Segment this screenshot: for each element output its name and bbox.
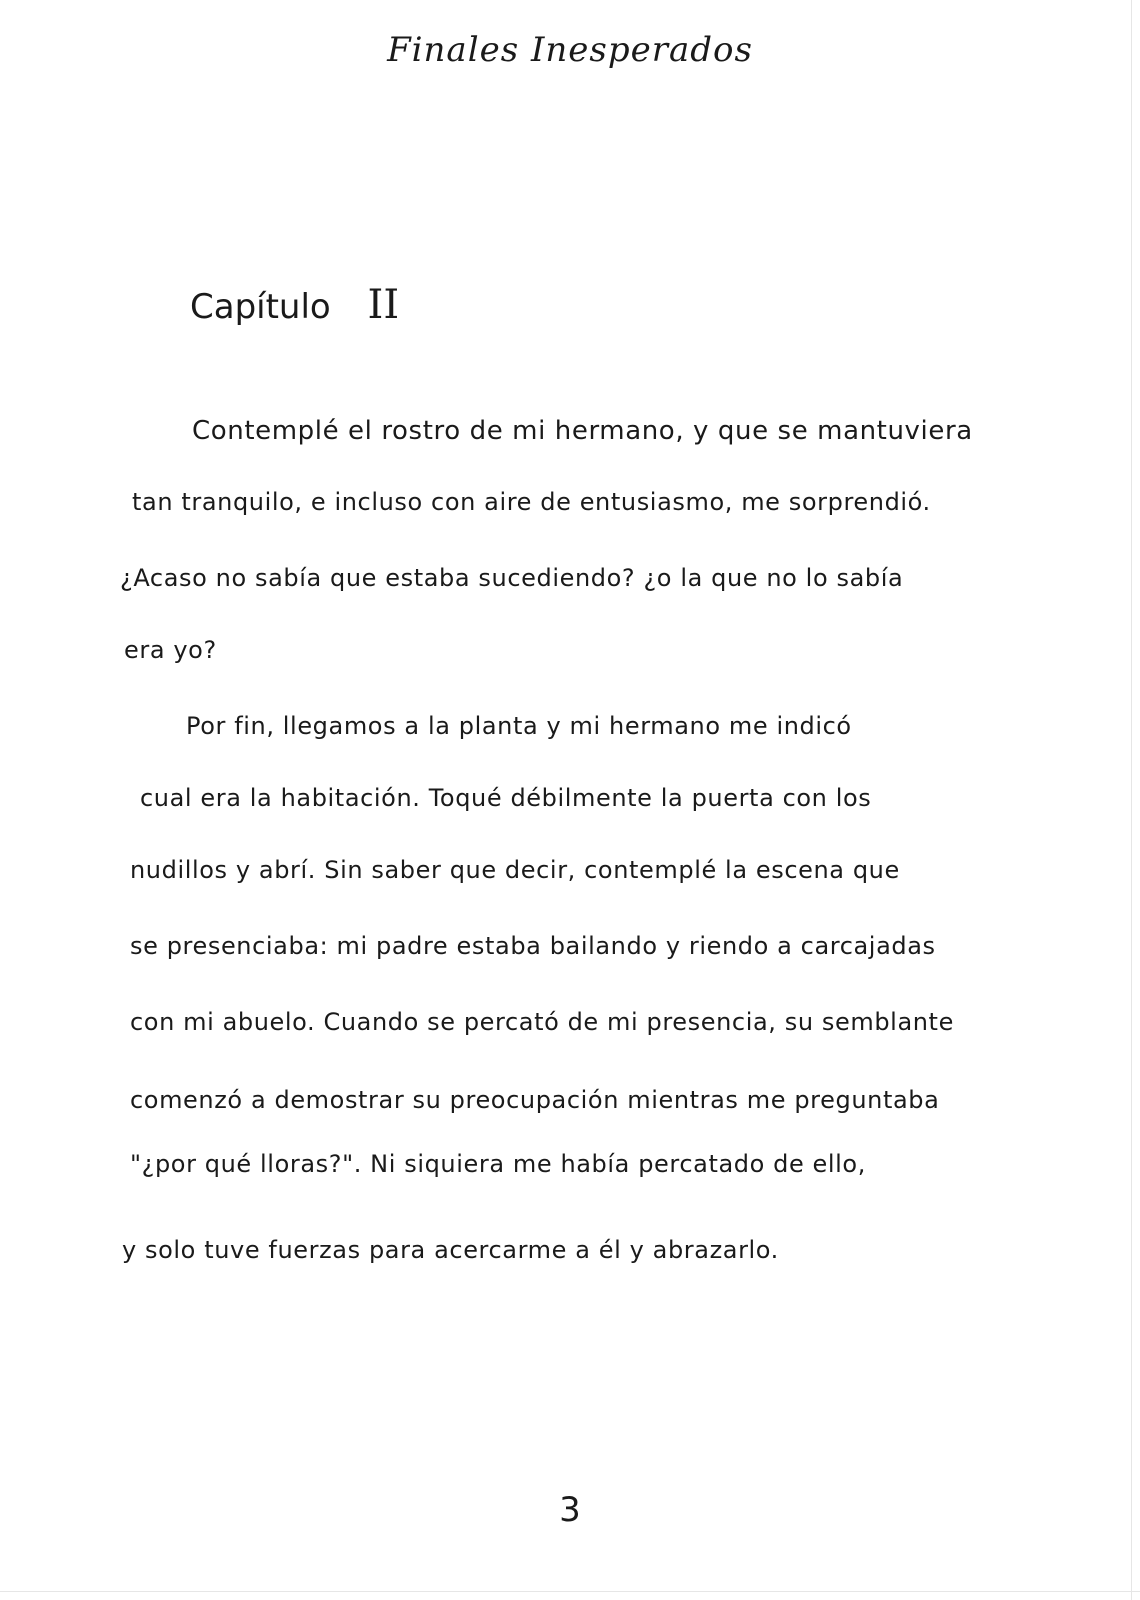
chapter-number: II [367,282,400,328]
text-line: cual era la habitación. Toqué débilmente la puerta con los [140,784,872,812]
book-title: Finales Inesperados [387,30,753,70]
text-line: comenzó a demostrar su preocupación mientras me preguntaba [130,1086,940,1114]
text-line: Por fin, llegamos a la planta y mi hermano me indicó [186,712,852,740]
text-line: ¿Acaso no sabía que estaba sucediendo? ¿o la que no lo sabía [120,564,904,592]
text-line: con mi abuelo. Cuando se percató de mi presencia, su semblante [130,1008,954,1036]
text-line: era yo? [124,636,217,664]
page-edge-right [1131,0,1132,1600]
page-number: 3 [559,1490,581,1530]
text-line: "¿por qué lloras?". Ni siquiera me había percatado de ello, [130,1150,866,1178]
chapter-heading [190,282,399,328]
text-line: y solo tuve fuerzas para acercarme a él y abrazarlo. [122,1236,779,1264]
text-line: nudillos y abrí. Sin saber que decir, contemplé la escena que [130,856,900,884]
page-edge-bottom [0,1591,1140,1592]
text-line: Contemplé el rostro de mi hermano, y que se mantuviera [192,416,973,446]
text-line: tan tranquilo, e incluso con aire de entusiasmo, me sorprendió. [132,488,931,516]
chapter-word: Capítulo [190,287,331,327]
text-line: se presenciaba: mi padre estaba bailando y riendo a carcajadas [130,932,936,960]
